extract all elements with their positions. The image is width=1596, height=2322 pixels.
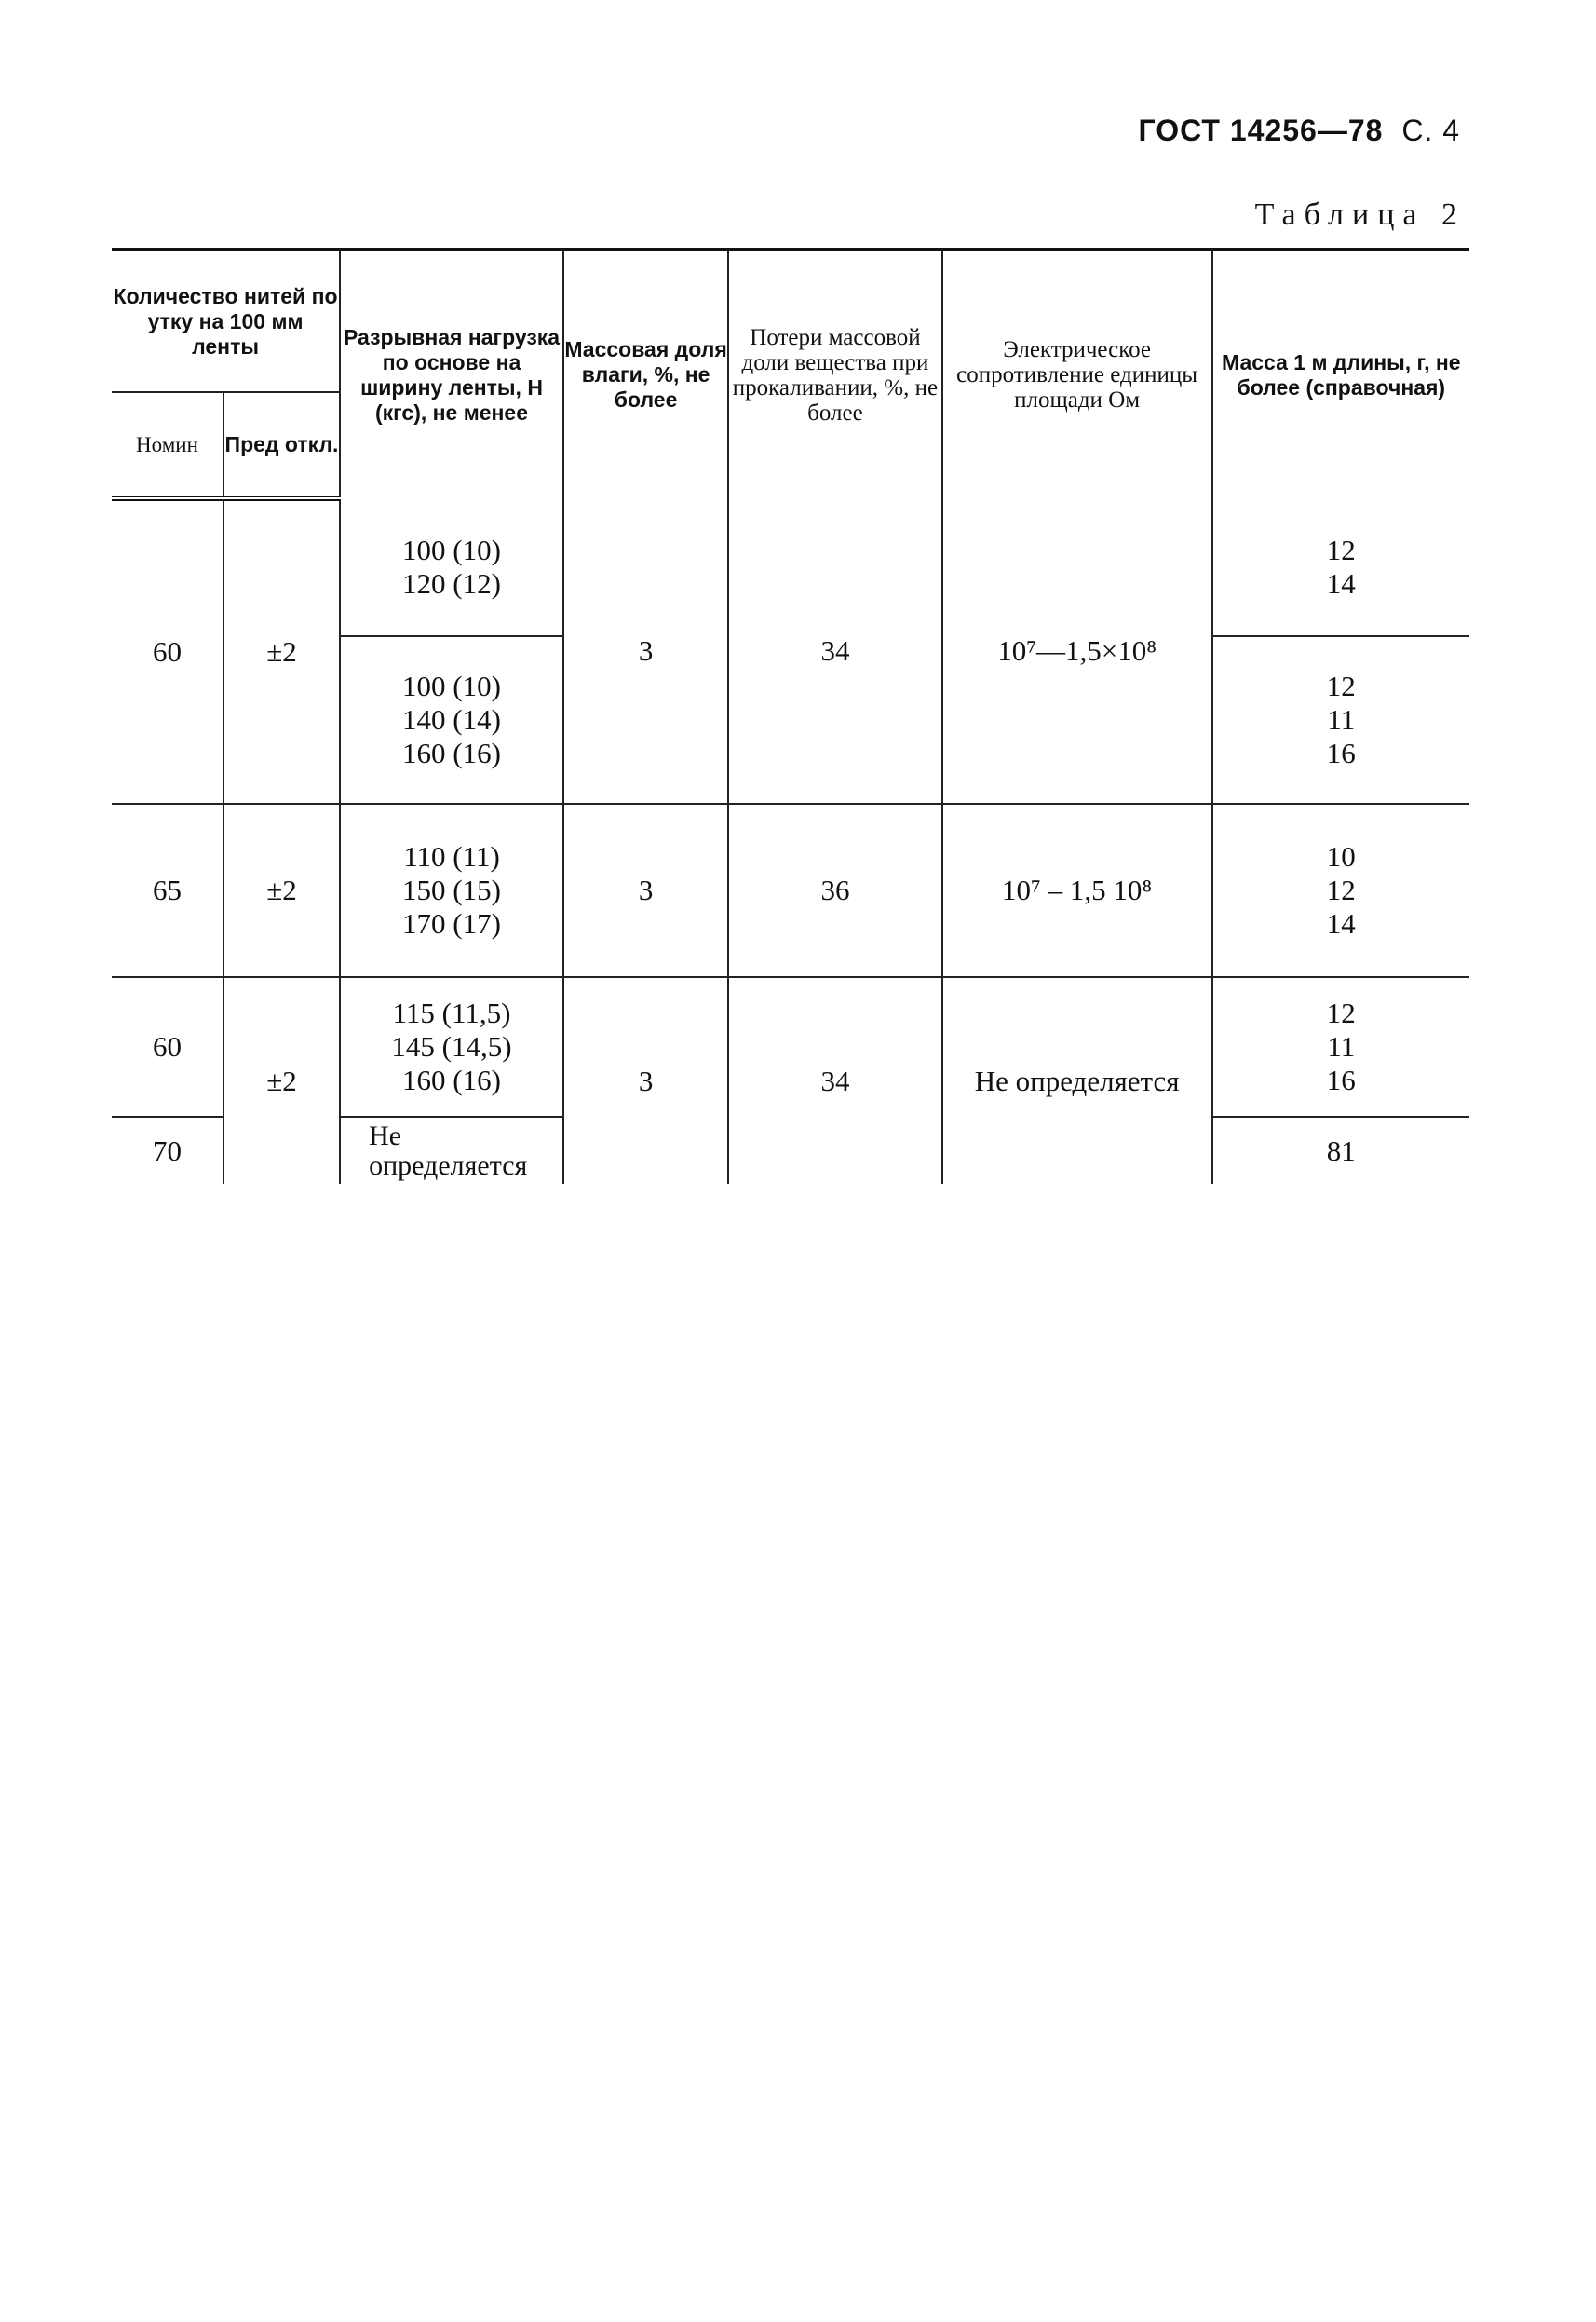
table-row <box>112 977 1469 1117</box>
mass-value: 11 <box>1327 1030 1356 1063</box>
load-value: 100 (10) <box>402 533 501 566</box>
moisture-header: Массовая доля влаги, %, не более <box>563 250 728 498</box>
weft-count-header: Количество нитей по утку на 100 мм ленты <box>112 250 340 392</box>
load-cell: Не определяется <box>340 1117 563 1184</box>
mass-cell <box>1212 977 1469 1117</box>
resistance-header: Электрическое сопротивление единицы площади Ом <box>942 250 1212 498</box>
mass-value: 12 <box>1326 670 1356 702</box>
mass-cell: 81 <box>1212 1117 1469 1184</box>
load-cell <box>340 804 563 977</box>
resistance-cell: 10⁷—1,5×10⁸ <box>942 498 1212 804</box>
table-caption: Таблица 2 <box>1254 197 1466 232</box>
load-header: Разрывная нагрузка по основе на ширину ленты, Н (кгс), не менее <box>340 250 563 498</box>
specification-table <box>112 248 1469 1184</box>
nominal-cell: 60 <box>112 977 223 1117</box>
load-value: 110 (11) <box>403 840 500 873</box>
nominal-cell: 60 <box>112 498 223 804</box>
table-row <box>112 498 1469 636</box>
resistance-cell: Не определяется <box>942 977 1212 1184</box>
load-value: 160 (16) <box>402 1064 501 1096</box>
loss-cell: 36 <box>728 804 941 977</box>
mass-value: 12 <box>1326 997 1356 1029</box>
page-header <box>1138 114 1460 148</box>
page-number: С. 4 <box>1401 114 1460 147</box>
mass-cell <box>1212 498 1469 636</box>
load-cell <box>340 498 563 636</box>
mass-value: 16 <box>1326 1064 1356 1096</box>
moisture-cell: 3 <box>563 977 728 1184</box>
load-value: 140 (14) <box>402 703 501 736</box>
mass-value: 10 <box>1326 840 1356 873</box>
load-cell <box>340 977 563 1117</box>
mass-value: 14 <box>1326 566 1356 600</box>
loss-header: Потери массовой доли вещества при прокаливании, %, не более <box>728 250 941 498</box>
loss-cell: 34 <box>728 977 941 1184</box>
mass-cell <box>1212 804 1469 977</box>
mass-value: 16 <box>1326 737 1356 769</box>
tolerance-cell: ±2 <box>223 498 340 804</box>
load-value: 120 (12) <box>402 566 501 600</box>
tolerance-cell: ±2 <box>223 977 340 1184</box>
nominal-header: Номин <box>112 392 223 498</box>
resistance-cell: 10⁷ – 1,5 10⁸ <box>942 804 1212 977</box>
loss-cell: 34 <box>728 498 941 804</box>
mass-value: 14 <box>1326 907 1356 940</box>
document-number: ГОСТ 14256—78 <box>1138 114 1384 147</box>
load-value: 150 (15) <box>402 874 501 906</box>
nominal-cell: 70 <box>112 1117 223 1184</box>
load-value: 170 (17) <box>402 907 501 940</box>
mass-header: Масса 1 м длины, г, не более (справочная) <box>1212 250 1469 498</box>
load-cell <box>340 636 563 804</box>
moisture-cell: 3 <box>563 804 728 977</box>
table-row <box>112 804 1469 977</box>
moisture-cell: 3 <box>563 498 728 804</box>
mass-value: 12 <box>1326 533 1356 566</box>
tolerance-cell: ±2 <box>223 804 340 977</box>
load-value: 160 (16) <box>402 737 501 769</box>
load-value: 145 (14,5) <box>391 1030 512 1063</box>
nominal-cell: 65 <box>112 804 223 977</box>
load-value: 115 (11,5) <box>392 997 511 1029</box>
mass-cell <box>1212 636 1469 804</box>
mass-value: 12 <box>1326 874 1356 906</box>
load-value: 100 (10) <box>402 670 501 702</box>
tolerance-header: Пред откл. <box>223 392 340 498</box>
mass-value: 11 <box>1327 703 1356 736</box>
